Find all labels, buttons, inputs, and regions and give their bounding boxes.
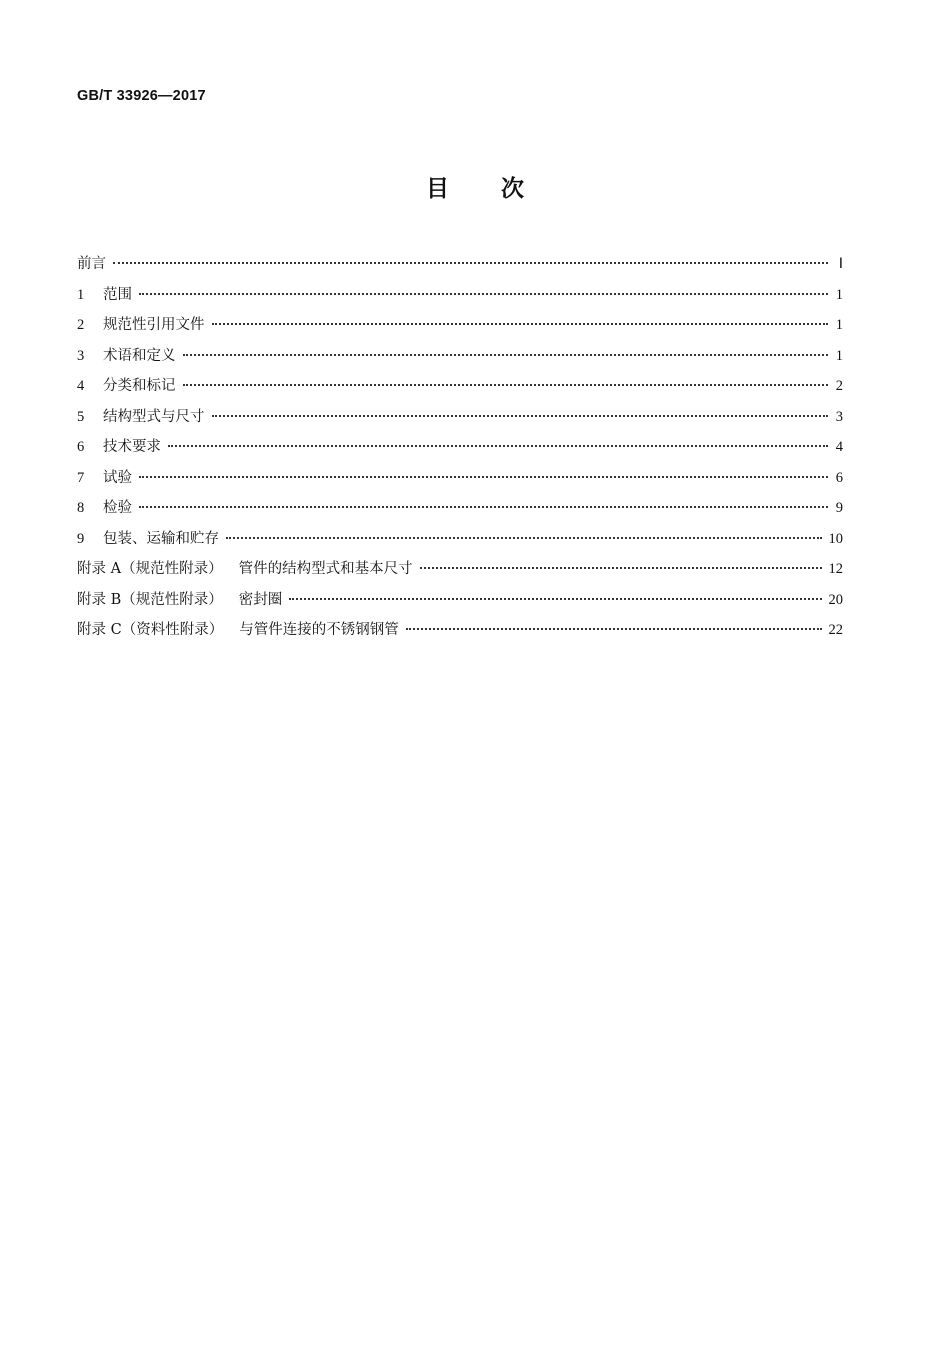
toc-entry-label: 试验 [103, 469, 132, 486]
appendix-label: 附录 C（资料性附录） [77, 622, 224, 638]
toc-entry-scope[interactable] [77, 283, 843, 314]
dot-leader [183, 384, 829, 386]
toc-entry-number: 4 [77, 378, 85, 394]
appendix-title: 与管件连接的不锈钢钢管 [239, 622, 399, 638]
toc-entry-page: 9 [835, 500, 843, 516]
toc-entry-number: 5 [77, 408, 85, 425]
dot-leader [139, 506, 828, 508]
toc-entry-appendix-c[interactable] [77, 618, 843, 649]
dot-leader [139, 293, 828, 295]
toc-entry-label: 范围 [103, 286, 132, 303]
dot-leader [420, 567, 822, 569]
toc-entry-label: 检验 [103, 500, 132, 516]
appendix-label: 附录 B（规范性附录） [77, 591, 223, 608]
toc-entry-page: 6 [835, 469, 843, 486]
page-title [0, 170, 950, 203]
toc-entry-appendix-b[interactable] [77, 588, 843, 619]
toc-entry-number: 7 [77, 469, 85, 486]
dot-leader [113, 262, 828, 264]
toc-entry-terms[interactable] [77, 344, 843, 375]
toc-entry-page: 1 [835, 286, 843, 303]
appendix-label: 附录 A（规范性附录） [77, 561, 223, 577]
toc-entry-structure[interactable] [77, 405, 843, 436]
dot-leader [168, 445, 828, 447]
toc-entry-tests[interactable] [77, 466, 843, 497]
dot-leader [183, 354, 829, 356]
toc-entry-page: 22 [828, 622, 843, 638]
dot-leader [406, 628, 822, 630]
dot-leader [139, 476, 828, 478]
dot-leader [289, 598, 821, 600]
appendix-title: 管件的结构型式和基本尺寸 [238, 561, 413, 577]
toc-entry-normative-references[interactable] [77, 313, 843, 344]
dot-leader [212, 415, 829, 417]
toc-entry-page: 10 [828, 530, 843, 547]
toc-entry-requirements[interactable] [77, 435, 843, 466]
toc-entry-number: 1 [77, 286, 85, 303]
standard-code: GB/T 33926—2017 [77, 88, 206, 104]
toc-entry-page: 1 [835, 317, 843, 333]
dot-leader [212, 323, 829, 325]
toc-entry-label: 包装、运输和贮存 [103, 530, 219, 547]
toc-entry-label: 规范性引用文件 [103, 317, 205, 333]
toc-entry-label: 结构型式与尺寸 [103, 408, 205, 425]
toc-entry-label: 技术要求 [103, 439, 161, 455]
toc-entry-appendix-a[interactable] [77, 557, 843, 588]
toc-entry-foreword[interactable] [77, 252, 843, 283]
toc-entry-label: 术语和定义 [103, 347, 176, 364]
toc-entry-inspection[interactable] [77, 496, 843, 527]
toc-entry-label: 前言 [77, 256, 106, 272]
toc-entry-page: 20 [828, 591, 843, 608]
toc-entry-number: 9 [77, 530, 85, 547]
toc-entry-page: 12 [828, 561, 843, 577]
dot-leader [226, 537, 822, 539]
table-of-contents [77, 252, 843, 649]
toc-entry-page: 2 [835, 378, 843, 394]
toc-entry-label: 分类和标记 [103, 378, 176, 394]
toc-entry-page: 4 [835, 439, 843, 455]
appendix-title: 密封圈 [238, 591, 283, 608]
toc-entry-number: 6 [77, 439, 85, 455]
toc-entry-classification[interactable] [77, 374, 843, 405]
toc-entry-number: 3 [77, 347, 85, 364]
toc-entry-page: Ⅰ [838, 256, 843, 272]
toc-entry-number: 8 [77, 500, 85, 516]
page-title-char-1: 目 [426, 176, 449, 202]
toc-entry-number: 2 [77, 317, 85, 333]
toc-entry-page: 1 [835, 347, 843, 364]
page-title-char-2: 次 [501, 176, 524, 202]
toc-entry-page: 3 [835, 408, 843, 425]
toc-entry-packaging[interactable] [77, 527, 843, 558]
